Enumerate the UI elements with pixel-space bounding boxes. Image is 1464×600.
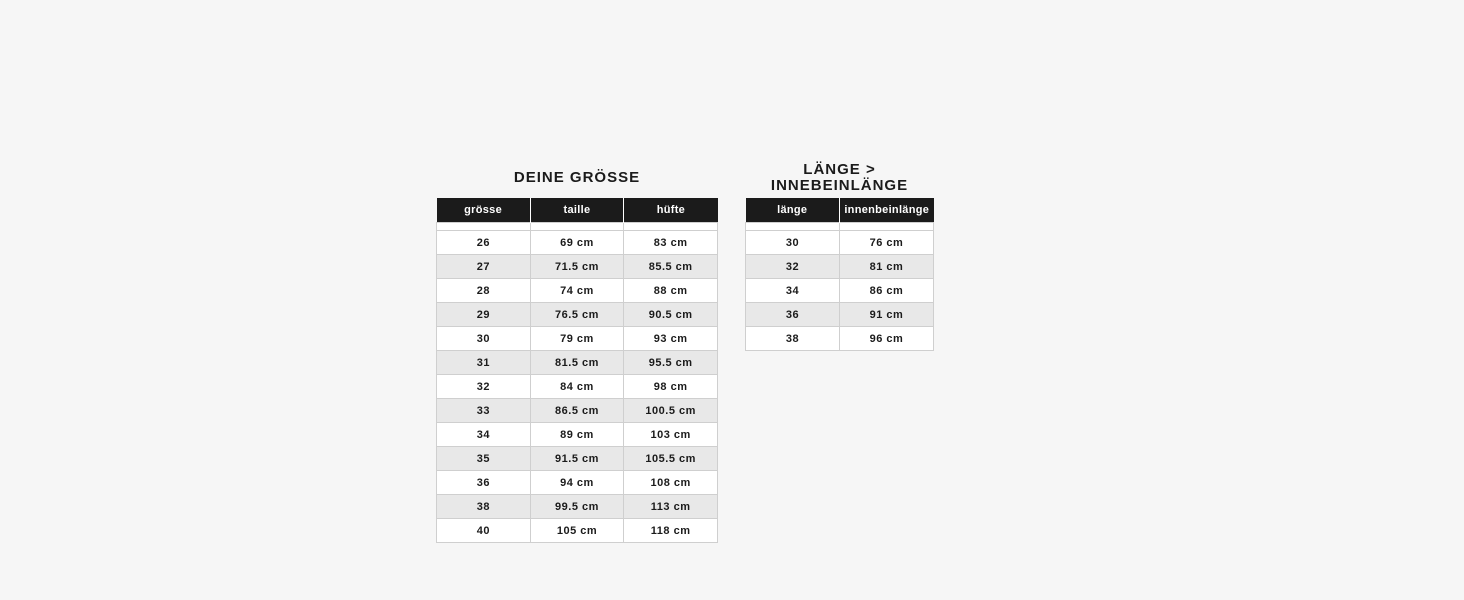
table-cell: 32: [746, 255, 840, 279]
table-cell: 81.5 cm: [530, 351, 624, 375]
length-table: [745, 198, 934, 351]
size-table-title: DEINE GRÖSSE: [513, 169, 641, 186]
table-row: [746, 231, 934, 255]
table-row: [437, 351, 718, 375]
table-cell: 99.5 cm: [530, 495, 624, 519]
table-cell: 105 cm: [530, 519, 624, 543]
table-cell: 96 cm: [840, 327, 934, 351]
table-row: [437, 255, 718, 279]
table-cell: 74 cm: [530, 279, 624, 303]
table-cell: 35: [437, 447, 531, 471]
table-cell: 85.5 cm: [624, 255, 718, 279]
table-cell: 32: [437, 375, 531, 399]
table-cell: 38: [437, 495, 531, 519]
length-table-header-row: [746, 198, 934, 223]
table-cell: 103 cm: [624, 423, 718, 447]
table-cell: 76 cm: [840, 231, 934, 255]
table-cell: 34: [746, 279, 840, 303]
table-cell: 81 cm: [840, 255, 934, 279]
header-innenbeinlaenge: innenbeinlänge: [840, 198, 934, 223]
table-cell: 118 cm: [624, 519, 718, 543]
table-spacer-row: [746, 223, 934, 231]
table-row: [746, 303, 934, 327]
table-cell: 34: [437, 423, 531, 447]
table-cell: 86.5 cm: [530, 399, 624, 423]
header-huefte: hüfte: [624, 198, 718, 223]
table-cell: 30: [746, 231, 840, 255]
table-cell: 95.5 cm: [624, 351, 718, 375]
table-cell: 69 cm: [530, 231, 624, 255]
table-cell: 90.5 cm: [624, 303, 718, 327]
table-cell: 38: [746, 327, 840, 351]
table-cell: 36: [746, 303, 840, 327]
table-cell: 79 cm: [530, 327, 624, 351]
table-cell: 91.5 cm: [530, 447, 624, 471]
table-row: [746, 279, 934, 303]
table-row: [437, 471, 718, 495]
table-cell: 86 cm: [840, 279, 934, 303]
table-cell: 29: [437, 303, 531, 327]
table-row: [437, 423, 718, 447]
table-row: [437, 519, 718, 543]
table-cell: 33: [437, 399, 531, 423]
header-groesse: grösse: [437, 198, 531, 223]
header-taille: taille: [530, 198, 624, 223]
table-cell: 98 cm: [624, 375, 718, 399]
table-cell: 100.5 cm: [624, 399, 718, 423]
table-row: [437, 279, 718, 303]
table-cell: 94 cm: [530, 471, 624, 495]
table-cell: 28: [437, 279, 531, 303]
table-row: [437, 495, 718, 519]
table-cell: 105.5 cm: [624, 447, 718, 471]
table-cell: 93 cm: [624, 327, 718, 351]
header-laenge: länge: [746, 198, 840, 223]
table-cell: 88 cm: [624, 279, 718, 303]
table-cell: 30: [437, 327, 531, 351]
table-cell: 27: [437, 255, 531, 279]
table-cell: 91 cm: [840, 303, 934, 327]
table-cell: 84 cm: [530, 375, 624, 399]
table-row: [746, 255, 934, 279]
table-cell: 36: [437, 471, 531, 495]
table-row: [437, 231, 718, 255]
table-cell: 83 cm: [624, 231, 718, 255]
table-row: [437, 399, 718, 423]
table-row: [437, 447, 718, 471]
table-cell: 40: [437, 519, 531, 543]
table-spacer-row: [437, 223, 718, 231]
table-row: [437, 327, 718, 351]
table-row: [437, 375, 718, 399]
length-table-title: LÄNGE > INNEBEINLÄNGE: [770, 161, 909, 194]
table-cell: 71.5 cm: [530, 255, 624, 279]
size-block: [436, 158, 718, 543]
table-cell: 89 cm: [530, 423, 624, 447]
table-cell: 113 cm: [624, 495, 718, 519]
table-cell: 108 cm: [624, 471, 718, 495]
table-cell: 76.5 cm: [530, 303, 624, 327]
table-cell: 26: [437, 231, 531, 255]
size-table-header-row: [437, 198, 718, 223]
size-table: [436, 198, 718, 543]
table-cell: 31: [437, 351, 531, 375]
length-block: [745, 158, 934, 351]
table-row: [437, 303, 718, 327]
table-row: [746, 327, 934, 351]
